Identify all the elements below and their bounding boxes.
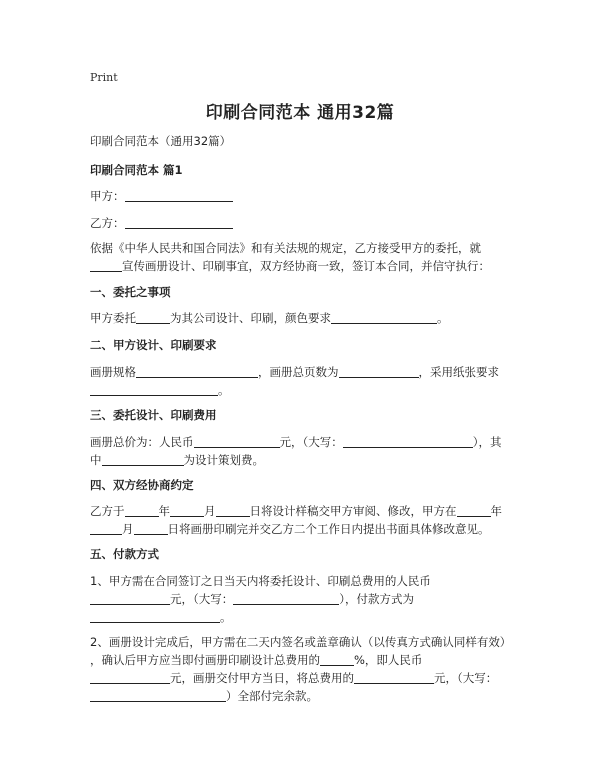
intro-line-2-text: 宣传画册设计、印刷事宜，双方经协商一致，签订本合同，并信守执行： — [122, 259, 490, 273]
s5-c1-blank-2 — [233, 592, 339, 605]
s5-c2-text-5: 元，（大写： — [434, 671, 498, 685]
section-4-line-1 — [90, 503, 502, 519]
section-5-clause-2-line-1: 2、画册设计完成后，甲方需在二天内签名或盖章确认（以传真方式确认同样有效） — [90, 635, 512, 649]
s1-text-3: 。 — [437, 311, 449, 325]
s3-text-4: 中 — [90, 453, 102, 467]
intro-line-1: 依据《中华人民共和国合同法》和有关法规的规定，乙方接受甲方的委托，就 — [90, 241, 481, 255]
s4-text-3: 月 — [204, 504, 216, 518]
party-b-blank — [125, 216, 233, 229]
party-a-blank — [125, 189, 233, 202]
s5-c2-text-3: %，即人民币 — [354, 653, 423, 667]
section-1-heading: 一、委托之事项 — [90, 285, 171, 299]
s2-blank-1 — [136, 365, 258, 378]
s2-blank-3 — [90, 383, 218, 396]
s1-text-1: 甲方委托 — [90, 311, 136, 325]
s1-blank-1 — [136, 311, 170, 324]
section-4-heading: 四、双方经协商约定 — [90, 478, 194, 492]
s4-blank-year-2 — [457, 504, 491, 517]
party-b-line — [90, 215, 233, 231]
s5-c1-text-2: 元，（大写： — [170, 592, 234, 606]
s4-blank-year-1 — [125, 504, 159, 517]
s3-blank-2 — [343, 435, 473, 448]
s5-c1-text-3: ），付款方式为 — [339, 592, 414, 606]
intro-line-2 — [90, 258, 490, 274]
s3-text-1: 画册总价为：人民币 — [90, 435, 194, 449]
s5-c1-text-4: 。 — [220, 610, 232, 624]
intro-blank — [90, 259, 122, 272]
section-5-clause-1-line-3 — [90, 609, 232, 625]
s5-c2-text-4: 元，画册交付甲方当日，将总费用的 — [170, 671, 354, 685]
section-3-line-1 — [90, 434, 502, 450]
section-5-clause-2-line-3 — [90, 670, 497, 686]
party-b-label: 乙方： — [90, 216, 125, 230]
s5-c1-text-1: 1、甲方需在合同签订之日当天内将委托设计、印刷总费用的人民币 — [90, 574, 431, 588]
s4-text-5: 年 — [490, 504, 502, 518]
s5-c1-blank-1 — [90, 592, 170, 605]
s4-blank-2 — [90, 522, 122, 535]
s4-text-2: 年 — [158, 504, 170, 518]
s5-c2-blank-2 — [90, 671, 170, 684]
print-link[interactable]: Print — [90, 71, 118, 84]
section-3-heading: 三、委托设计、印刷费用 — [90, 408, 217, 422]
s3-text-5: 为设计策划费。 — [183, 453, 264, 467]
section-2-heading: 二、甲方设计、印刷要求 — [90, 338, 217, 352]
section-5-clause-2-line-4 — [90, 688, 318, 704]
section-title: 印刷合同范本 篇1 — [90, 163, 183, 177]
s2-text-4: 。 — [218, 383, 230, 397]
s2-text-1: 画册规格 — [90, 365, 136, 379]
section-5-clause-2-line-2 — [90, 652, 422, 668]
s3-blank-3 — [102, 453, 184, 466]
s1-text-2: 为其公司设计、印刷，颜色要求 — [170, 311, 331, 325]
s3-text-3: ），其 — [472, 435, 502, 449]
s4-blank-month-1 — [170, 504, 204, 517]
s4-blank-day-1 — [216, 504, 250, 517]
s3-text-2: 元，（大写： — [279, 435, 343, 449]
s5-c2-blank-1 — [320, 653, 354, 666]
section-2-line-2 — [90, 382, 230, 398]
s1-blank-2 — [331, 311, 437, 324]
party-a-label: 甲方： — [90, 189, 125, 203]
section-2-line-1 — [90, 364, 499, 380]
section-4-line-2 — [90, 521, 490, 537]
s2-text-2: ，画册总页数为 — [258, 365, 339, 379]
s4-text-6: 月 — [122, 522, 134, 536]
section-1-line — [90, 310, 449, 326]
party-a-line — [90, 188, 233, 204]
section-5-clause-1-line-2 — [90, 591, 414, 607]
s4-text-4: 日将设计样稿交甲方审阅、修改，甲方在 — [249, 504, 457, 518]
s2-text-3: ，采用纸张要求 — [418, 365, 499, 379]
section-3-line-2 — [90, 452, 264, 468]
s5-c2-text-2: ，确认后甲方应当即付画册印刷设计总费用的 — [90, 653, 320, 667]
page-title: 印刷合同范本 通用32篇 — [205, 103, 395, 123]
s4-text-7: 日将画册印刷完并交乙方二个工作日内提出书面具体修改意见。 — [167, 522, 490, 536]
s5-c2-blank-3 — [354, 671, 434, 684]
s3-blank-1 — [194, 435, 280, 448]
s2-blank-2 — [339, 365, 419, 378]
s4-text-1: 乙方于 — [90, 504, 125, 518]
s5-c2-text-6: ）全部付完余款。 — [226, 689, 318, 703]
document-subtitle: 印刷合同范本（通用32篇） — [90, 134, 232, 148]
section-5-clause-1-line-1 — [90, 573, 431, 589]
s4-blank-3 — [134, 522, 168, 535]
s5-c1-blank-3 — [90, 610, 220, 623]
section-5-heading: 五、付款方式 — [90, 547, 159, 561]
s5-c2-blank-4 — [90, 689, 226, 702]
